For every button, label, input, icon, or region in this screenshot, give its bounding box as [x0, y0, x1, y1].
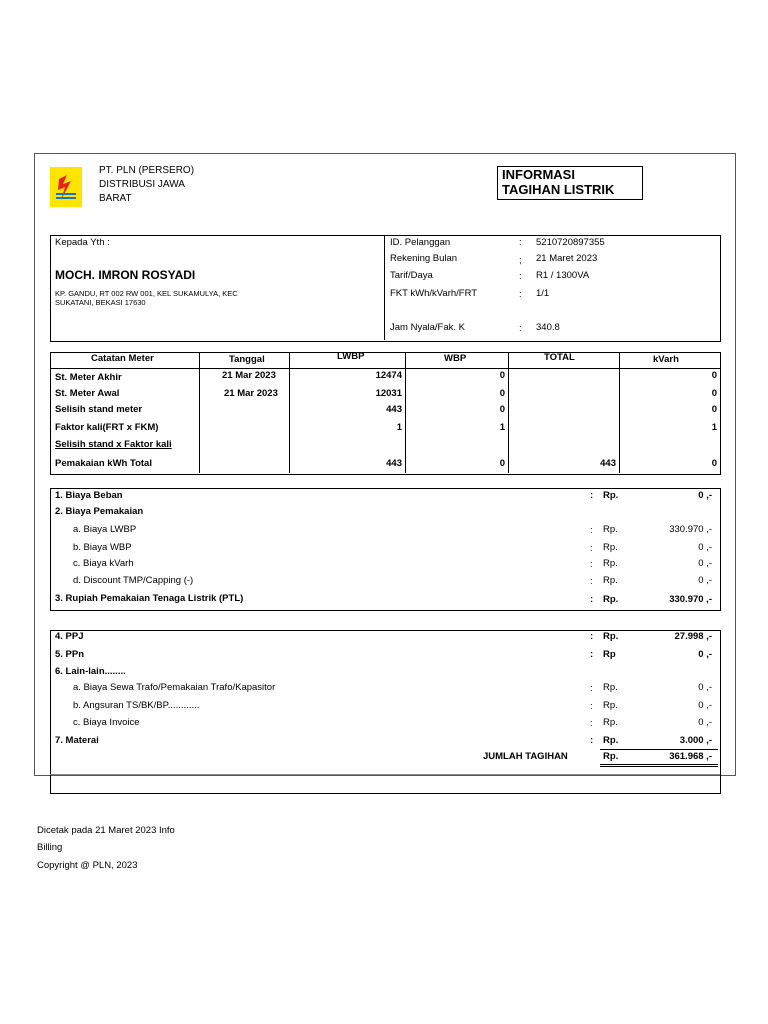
meter-row-kvarh: 0 — [711, 370, 717, 381]
charge-item-currency: Rp. — [603, 558, 618, 569]
charge-item-label: c. Biaya kVarh — [73, 558, 134, 569]
other-currency: Rp — [603, 649, 616, 660]
meter-header-kvarh: kVarh — [653, 354, 679, 365]
meter-row-lwbp: 12031 — [375, 388, 402, 399]
meter-col-line — [405, 352, 406, 473]
other-label-ppn: 5. PPn — [55, 649, 85, 660]
field-sep-id: : — [519, 237, 522, 248]
meter-col-line — [289, 352, 290, 473]
pln-logo — [50, 167, 82, 207]
field-label-fkt: FKT kWh/kVarh/FRT — [390, 288, 478, 299]
meter-row-total: 443 — [600, 458, 616, 469]
other-charges-box — [50, 630, 721, 794]
footer-billing: Billing — [37, 842, 63, 853]
meter-row-kvarh: 0 — [711, 458, 717, 469]
other-item-sep: : — [590, 683, 593, 694]
meter-row-wbp: 0 — [499, 370, 505, 381]
meter-header-wbp: WBP — [444, 353, 467, 364]
address-line-2: SUKATANI, BEKASI 17630 — [55, 298, 146, 307]
other-item-currency: Rp. — [603, 717, 618, 728]
field-label-month: Rekening Bulan — [390, 253, 458, 264]
meter-header-catatan: Catatan Meter — [91, 353, 154, 364]
charge-item-sep: : — [590, 559, 593, 570]
other-label-materai: 7. Materai — [55, 735, 99, 746]
field-sep-hours: : — [519, 323, 522, 334]
customer-address — [55, 289, 238, 307]
field-sep-fkt: : — [519, 289, 522, 300]
meter-row-kvarh: 1 — [711, 422, 717, 433]
meter-header-line — [50, 368, 720, 369]
field-value-fkt: 1/1 — [536, 288, 550, 299]
total-label: JUMLAH TAGIHAN — [483, 751, 568, 762]
meter-row-kvarh: 0 — [711, 388, 717, 399]
meter-row-label: St. Meter Akhir — [55, 372, 122, 383]
meter-row-wbp: 0 — [499, 388, 505, 399]
charge-item-sep: : — [590, 543, 593, 554]
charge-item-amount: 0 ,- — [698, 542, 712, 553]
other-item-sep: : — [590, 718, 593, 729]
charge-currency: Rp. — [603, 490, 619, 501]
other-amount: 0 ,- — [698, 649, 712, 660]
meter-row-tanggal: 21 Mar 2023 — [224, 388, 278, 399]
other-item-label: c. Biaya Invoice — [73, 717, 140, 728]
other-item-label: a. Biaya Sewa Trafo/Pemakaian Trafo/Kapasitor — [73, 682, 276, 693]
meter-row-lwbp: 1 — [396, 422, 402, 433]
meter-row-lwbp: 443 — [386, 458, 402, 469]
meter-row-wbp: 0 — [499, 458, 505, 469]
meter-row-label: Faktor kali(FRT x FKM) — [55, 422, 159, 433]
other-currency: Rp. — [603, 735, 619, 746]
total-bottom-rule — [600, 764, 718, 765]
title-line-2: TAGIHAN LISTRIK — [502, 182, 615, 197]
meter-col-line — [508, 352, 509, 473]
other-amount: 3.000 ,- — [679, 735, 712, 746]
meter-row-label: Selisih stand meter — [55, 404, 143, 415]
footer-printed: Dicetak pada 21 Maret 2023 Info — [37, 825, 175, 836]
field-sep-tariff: : — [519, 271, 522, 282]
field-sep-month: ; — [519, 255, 522, 266]
other-item-sep: : — [590, 701, 593, 712]
field-label-id: ID. Pelanggan — [390, 237, 451, 248]
company-name — [99, 164, 194, 206]
meter-header-lwbp: LWBP — [337, 351, 365, 362]
charge-item-label: a. Biaya LWBP — [73, 524, 137, 535]
other-item-currency: Rp. — [603, 700, 618, 711]
charge-item-currency: Rp. — [603, 524, 618, 535]
total-bottom-rule-double — [600, 766, 718, 767]
addressee-label: Kepada Yth : — [55, 237, 110, 248]
other-currency: Rp. — [603, 631, 619, 642]
title-line-1: INFORMASI — [502, 167, 575, 182]
meter-row-wbp: 1 — [499, 422, 505, 433]
meter-row-label: Selisih stand x Faktor kali — [55, 439, 172, 450]
charge-currency: Rp. — [603, 594, 619, 605]
charge-item-currency: Rp. — [603, 575, 618, 586]
other-amount: 27.998 ,- — [674, 631, 712, 642]
outer-bottom-line — [50, 774, 720, 775]
charge-item-amount: 0 ,- — [698, 575, 712, 586]
meter-header-total: TOTAL — [544, 352, 575, 363]
field-value-hours: 340.8 — [536, 322, 560, 333]
meter-row-lwbp: 12474 — [375, 370, 402, 381]
charge-amount: 0 ,- — [698, 490, 712, 501]
footer-copyright: Copyright @ PLN, 2023 — [37, 860, 138, 871]
meter-row-kvarh: 0 — [711, 404, 717, 415]
other-item-amount: 0 ,- — [698, 717, 712, 728]
charge-item-label: b. Biaya WBP — [73, 542, 132, 553]
other-item-label: b. Angsuran TS/BK/BP............ — [73, 700, 200, 711]
charge-item-label: d. Discount TMP/Capping (-) — [73, 575, 194, 586]
field-label-tariff: Tarif/Daya — [390, 270, 433, 281]
field-value-tariff: R1 / 1300VA — [536, 270, 590, 281]
other-label-lain: 6. Lain-lain........ — [55, 666, 126, 677]
charge-label-beban: 1. Biaya Beban — [55, 490, 123, 501]
other-item-amount: 0 ,- — [698, 682, 712, 693]
customer-divider — [384, 235, 385, 340]
charge-item-amount: 330.970 ,- — [669, 524, 712, 535]
company-line-3: BARAT — [99, 193, 132, 204]
field-value-month: 21 Maret 2023 — [536, 253, 598, 264]
other-item-amount: 0 ,- — [698, 700, 712, 711]
customer-name: MOCH. IMRON ROSYADI — [55, 268, 196, 282]
total-currency: Rp. — [603, 751, 619, 762]
address-line-1: KP. GANDU, RT 002 RW 001, KEL SUKAMULYA, KEC — [55, 289, 238, 298]
other-sep: : — [590, 631, 594, 642]
document-title — [497, 166, 643, 200]
charge-label-pemakaian: 2. Biaya Pemakaian — [55, 506, 144, 517]
total-top-rule — [600, 749, 718, 750]
other-item-currency: Rp. — [603, 682, 618, 693]
other-sep: : — [590, 735, 594, 746]
meter-row-lwbp: 443 — [386, 404, 402, 415]
charge-amount: 330.970 ,- — [669, 594, 712, 605]
company-line-1: PT. PLN (PERSERO) — [99, 165, 195, 176]
other-sep: : — [590, 649, 594, 660]
charge-sep: : — [590, 594, 594, 605]
total-amount: 361.968 ,- — [669, 751, 712, 762]
charge-sep: : — [590, 490, 594, 501]
meter-row-label: Pemakaian kWh Total — [55, 458, 152, 469]
charge-item-sep: : — [590, 525, 593, 536]
meter-col-line — [199, 352, 200, 473]
meter-header-tanggal: Tanggal — [229, 354, 265, 365]
meter-col-line — [619, 352, 620, 473]
company-line-2: DISTRIBUSI JAWA — [99, 179, 185, 190]
field-label-hours: Jam Nyala/Fak. K — [390, 322, 465, 333]
other-label-ppj: 4. PPJ — [55, 631, 84, 642]
charge-item-amount: 0 ,- — [698, 558, 712, 569]
meter-row-wbp: 0 — [499, 404, 505, 415]
meter-row-tanggal: 21 Mar 2023 — [222, 370, 276, 381]
charge-item-currency: Rp. — [603, 542, 618, 553]
field-value-id: 5210720897355 — [536, 237, 605, 248]
charge-label-ptl: 3. Rupiah Pemakaian Tenaga Listrik (PTL) — [55, 593, 244, 604]
charge-item-sep: : — [590, 576, 593, 587]
meter-row-label: St. Meter Awal — [55, 388, 120, 399]
